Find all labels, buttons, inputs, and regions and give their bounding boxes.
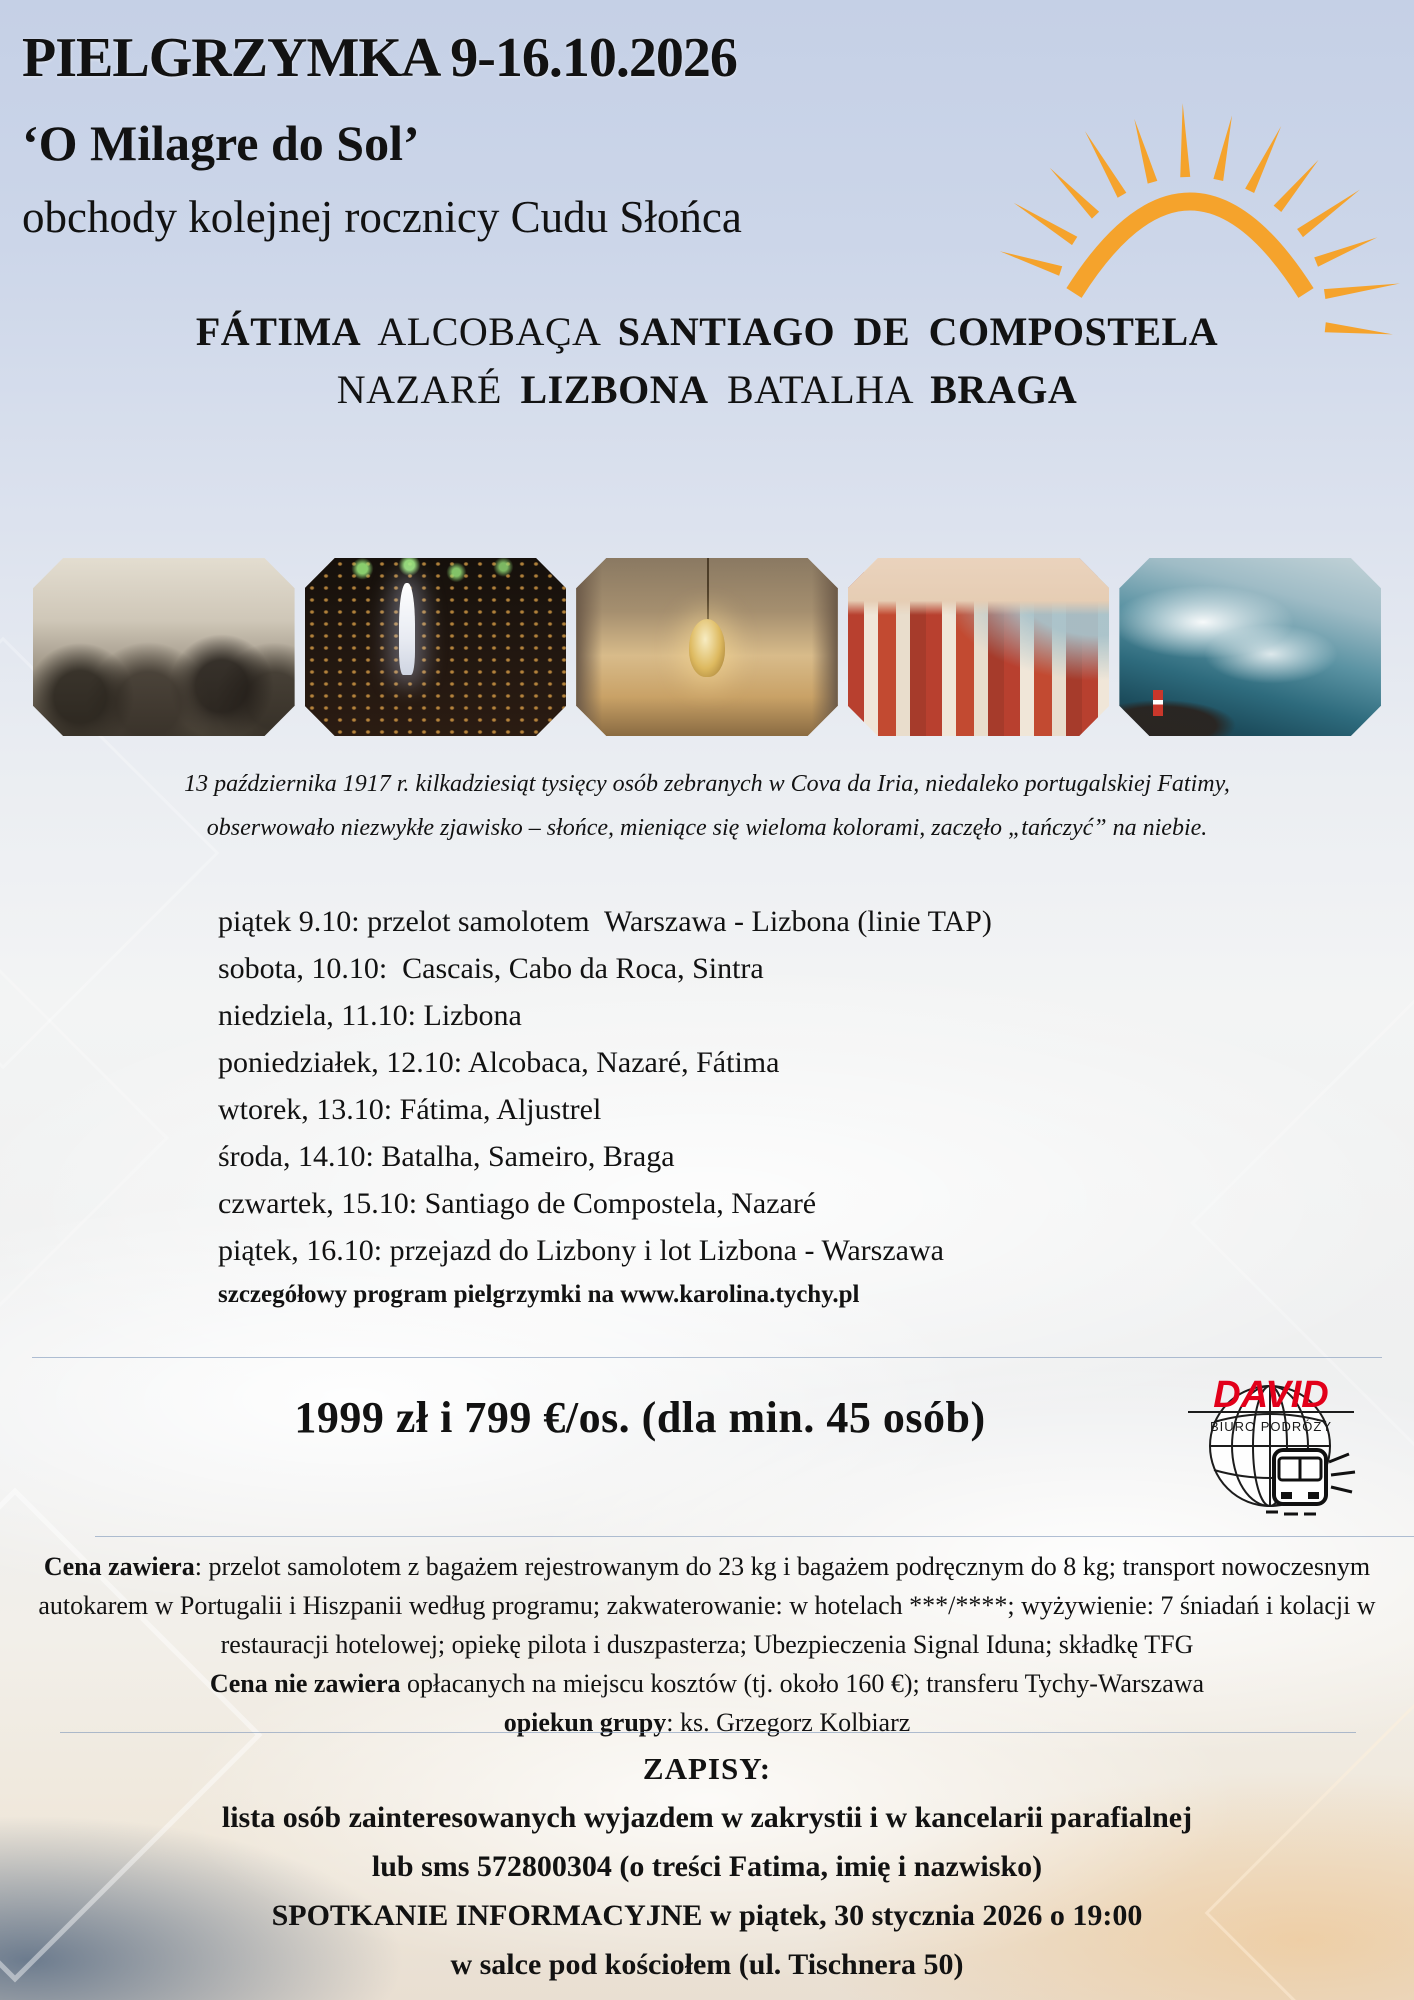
terms-includes-label: Cena zawiera [43, 1552, 195, 1581]
divider [60, 1732, 1356, 1733]
photo-nazare-wave [1119, 558, 1381, 736]
statue-of-mary-icon [399, 583, 415, 675]
itinerary-day-2: sobota, 10.10: Cascais, Cabo da Roca, Sintra [218, 952, 764, 985]
photo-fatima-1917-crowd [33, 558, 295, 736]
signup-heading: ZAPISY: [642, 1751, 772, 1786]
photo-strip [33, 558, 1381, 736]
photo-botafumeiro-cathedral [576, 558, 838, 736]
terms-guardian-label: opiekun grupy [503, 1708, 667, 1737]
terms-excludes-text: opłacanych na miejscu kosztów (tj. około 160 €); transferu Tychy-Warszawa [400, 1669, 1205, 1698]
censer-icon [689, 619, 725, 677]
terms-guardian [20, 1703, 1394, 1742]
destination-batalha: BATALHA [727, 367, 912, 412]
itinerary-day-1: piątek 9.10: przelot samolotem Warszawa - Lizbona (linie TAP) [218, 905, 992, 938]
destination-nazare: NAZARÉ [336, 367, 502, 412]
terms-includes-text: : przelot samolotem z bagażem rejestrowanym do 23 kg i bagażem podręcznym do 8 kg; transport nowoczesnym autokarem w Portugalii i Hiszpanii według programu; zakwaterowanie: w hotelach ***/****; wyżywienie: 7 śniadań i kolacji w restauracji hotelowej; opiekę pilota i duszpasterza; Ubezpieczenia Signal Iduna; składkę TFG [38, 1552, 1376, 1659]
destination-fatima: FÁTIMA [195, 309, 362, 354]
divider [95, 1536, 1414, 1537]
header [22, 26, 1022, 243]
terms-section [20, 1547, 1394, 1742]
signup-line-4: w salce pod kościołem (ul. Tischnera 50) [450, 1948, 964, 1981]
intro-paragraph [0, 762, 1414, 850]
terms-includes [20, 1547, 1394, 1664]
logo-tagline: BIURO PODRÓŻY [1209, 1419, 1333, 1434]
lighthouse-icon [1153, 690, 1163, 716]
intro-line-1: 13 października 1917 r. kilkadziesiąt tysięcy osób zebranych w Cova da Iria, niedaleko portugalskiej Fatimy, [184, 771, 1230, 797]
poster-subtitle: ‘O Milagre do Sol’ [22, 115, 420, 172]
itinerary [218, 898, 1218, 1316]
logo-brand: DAVID [1213, 1374, 1329, 1416]
divider [32, 1357, 1382, 1358]
terms-excludes [20, 1664, 1394, 1703]
destination-santiago-de-compostela: SANTIAGO DE COMPOSTELA [617, 309, 1219, 354]
signup-line-1: lista osób zainteresowanych wyjazdem w zakrystii i w kancelarii parafialnej [221, 1801, 1193, 1834]
destination-alcobaca: ALCOBAÇA [377, 309, 600, 354]
program-note: szczegółowy program pielgrzymki na www.karolina.tychy.pl [218, 1281, 860, 1308]
itinerary-day-7: czwartek, 15.10: Santiago de Compostela, Nazaré [218, 1187, 817, 1220]
signup-line-2: lub sms 572800304 (o treści Fatima, imię i nazwisko) [371, 1850, 1043, 1883]
itinerary-day-5: wtorek, 13.10: Fátima, Aljustrel [218, 1093, 602, 1126]
photo-candlelight-vigil [305, 558, 567, 736]
destinations-line-1 [0, 303, 1414, 361]
censer-chain-icon [707, 558, 709, 622]
background-chevron [0, 957, 169, 1319]
destinations-line-2 [0, 361, 1414, 419]
poster-tagline: obchody kolejnej rocznicy Cudu Słońca [22, 192, 742, 243]
itinerary-day-6: środa, 14.10: Batalha, Sameiro, Braga [218, 1140, 675, 1173]
logo-graphic [1182, 1362, 1362, 1522]
terms-guardian-text: : ks. Grzegorz Kolbiarz [666, 1708, 911, 1737]
poster-title: PIELGRZYMKA 9-16.10.2026 [22, 27, 737, 89]
terms-excludes-label: Cena nie zawiera [209, 1669, 401, 1698]
itinerary-day-8: piątek, 16.10: przejazd do Lizbony i lot Lizbona - Warszawa [218, 1234, 944, 1267]
intro-line-2: obserwowało niezwykłe zjawisko – słońce, mieniące się wieloma kolorami, zaczęło „tańczyć” na niebie. [206, 815, 1208, 841]
signup-line-3: SPOTKANIE INFORMACYJNE w piątek, 30 stycznia 2026 o 19:00 [271, 1899, 1143, 1932]
destination-lizbona: LIZBONA [520, 367, 709, 412]
photo-lisbon-rooftops [848, 558, 1110, 736]
price-line: 1999 zł i 799 €/os. (dla min. 45 osób) [294, 1393, 986, 1442]
itinerary-day-3: niedziela, 11.10: Lizbona [218, 999, 522, 1032]
signup-section [0, 1744, 1414, 1989]
destinations [0, 303, 1414, 419]
itinerary-day-4: poniedziałek, 12.10: Alcobaca, Nazaré, Fátima [218, 1046, 780, 1079]
destination-braga: BRAGA [930, 367, 1078, 412]
bus-icon [1266, 1450, 1355, 1514]
david-travel-agency-logo [1182, 1362, 1362, 1522]
